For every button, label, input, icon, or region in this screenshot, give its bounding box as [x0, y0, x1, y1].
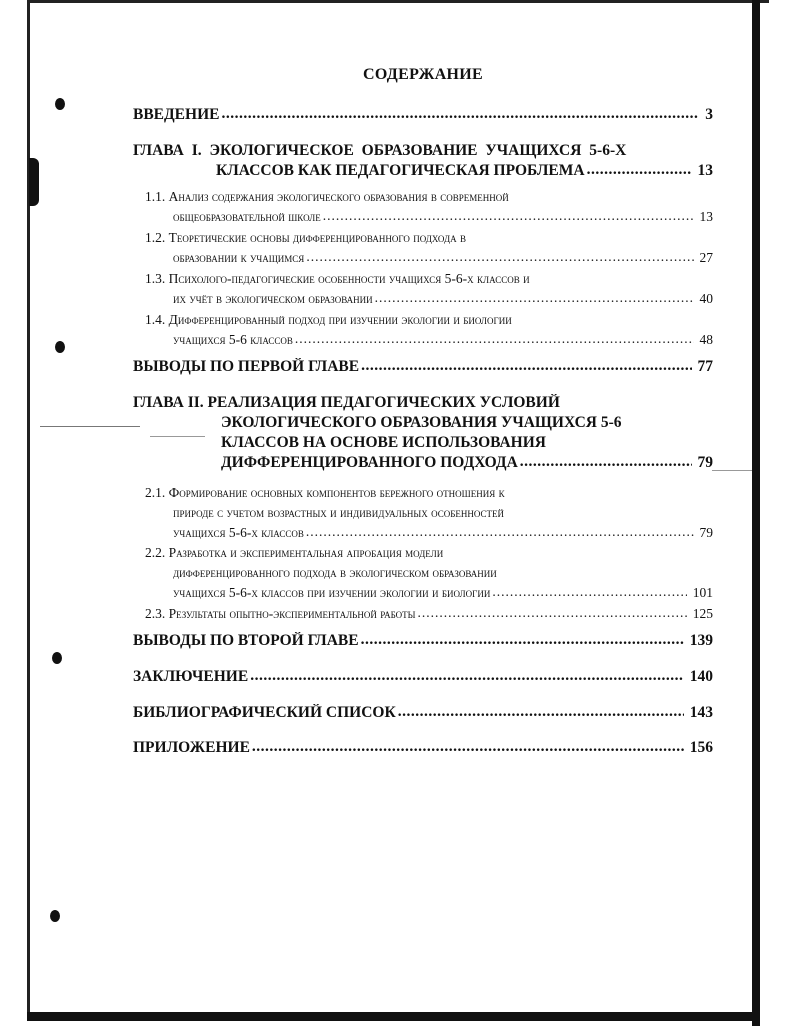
- toc-entry-appendix: ПРИЛОЖЕНИЕ ..... 156: [133, 739, 713, 757]
- page-number: 13: [697, 162, 713, 179]
- toc-entry-conclusions-2: ВЫВОДЫ ПО ВТОРОЙ ГЛАВЕ ..... 139: [133, 632, 713, 650]
- punch-hole: [52, 652, 62, 664]
- page-number: 40: [699, 291, 713, 306]
- toc-entry-section-2-1-cont: учащихся 5-6-х классов ..... 79: [173, 525, 713, 541]
- page-title: СОДЕРЖАНИЕ: [362, 66, 484, 83]
- page-number: 79: [697, 454, 713, 471]
- toc-entry-section-2-2-cont: дифференцированного подхода в экологическом образовании: [173, 565, 497, 580]
- page-number: 3: [705, 106, 713, 123]
- page-number: 48: [699, 332, 713, 347]
- toc-entry-conclusions-1: ВЫВОДЫ ПО ПЕРВОЙ ГЛАВЕ ..... 77: [133, 358, 713, 376]
- scan-speck: [40, 426, 140, 427]
- punch-hole: [55, 98, 65, 110]
- dot-leader: [520, 454, 692, 471]
- toc-entry-section-1-3-cont: их учёт в экологическом образовании ..... 40: [173, 291, 713, 307]
- toc-entry-bibliography: БИБЛИОГРАФИЧЕСКИЙ СПИСОК ..... 143: [133, 704, 713, 722]
- toc-entry-chapter-2: ГЛАВА II. РЕАЛИЗАЦИЯ ПЕДАГОГИЧЕСКИХ УСЛОВИЙ: [133, 394, 560, 411]
- toc-entry-chapter-2-cont: ДИФФЕРЕНЦИРОВАННОГО ПОДХОДА ..... 79: [221, 454, 713, 472]
- toc-entry-section-2-3: 2.3. Результаты опытно-экспериментальной работы ..... 125: [145, 606, 713, 622]
- scan-border-bottom: [27, 1012, 760, 1021]
- toc-entry-conclusion: ЗАКЛЮЧЕНИЕ ..... 140: [133, 668, 713, 686]
- binder-mark: [29, 158, 39, 206]
- dot-leader: [252, 739, 684, 756]
- dot-leader: [323, 209, 694, 224]
- toc-entry-section-2-2-cont: учащихся 5-6-х классов при изучении экологии и биологии ..... 101: [173, 585, 713, 601]
- toc-entry-section-1-3: 1.3. Психолого-педагогические особенности учащихся 5-6-х классов и: [145, 271, 530, 286]
- toc-entry-chapter-1: ГЛАВА I. ЭКОЛОГИЧЕСКОЕ ОБРАЗОВАНИЕ УЧАЩИХСЯ 5-6-Х: [133, 142, 627, 159]
- dot-leader: [361, 632, 684, 649]
- dot-leader: [306, 250, 693, 265]
- page-number: 13: [699, 209, 713, 224]
- toc-entry-intro: ВВЕДЕНИЕ ..... 3: [133, 106, 713, 124]
- toc-entry-section-1-4-cont: учащихся 5-6 классов ..... 48: [173, 332, 713, 348]
- toc-entry-chapter-2-cont: ЭКОЛОГИЧЕСКОГО ОБРАЗОВАНИЯ УЧАЩИХСЯ 5-6: [221, 414, 622, 431]
- dot-leader: [306, 525, 694, 540]
- toc-entry-section-1-4: 1.4. Дифференцированный подход при изучении экологии и биологии: [145, 312, 512, 327]
- dot-leader: [587, 162, 692, 179]
- page-number: 101: [692, 585, 713, 600]
- page-number: 156: [689, 739, 713, 756]
- scan-speck: [150, 436, 205, 437]
- dot-leader: [418, 606, 687, 621]
- scan-speck: [712, 470, 752, 471]
- toc-entry-section-1-2: 1.2. Теоретические основы дифференцированного подхода в: [145, 230, 466, 245]
- toc-entry-section-1-1-cont: общеобразовательной школе ..... 13: [173, 209, 713, 225]
- page-number: 139: [689, 632, 713, 649]
- toc-entry-chapter-2-cont: КЛАССОВ НА ОСНОВЕ ИСПОЛЬЗОВАНИЯ: [221, 434, 546, 451]
- dot-leader: [295, 332, 694, 347]
- scan-border-left: [27, 0, 30, 1012]
- toc-entry-section-1-2-cont: образовании к учащимся ..... 27: [173, 250, 713, 266]
- toc-entry-section-1-1: 1.1. Анализ содержания экологического образования в современной: [145, 189, 509, 204]
- dot-leader: [492, 585, 686, 600]
- toc-entry-section-2-1-cont: природе с учетом возрастных и индивидуальных особенностей: [173, 505, 504, 520]
- dot-leader: [221, 106, 699, 123]
- page-number: 140: [689, 668, 713, 685]
- page-number: 79: [699, 525, 713, 540]
- punch-hole: [55, 341, 65, 353]
- dot-leader: [250, 668, 684, 685]
- dot-leader: [361, 358, 691, 375]
- page-number: 77: [697, 358, 713, 375]
- page-number: 125: [692, 606, 713, 621]
- toc-entry-section-2-1: 2.1. Формирование основных компонентов бережного отношения к: [145, 485, 505, 500]
- dot-leader: [375, 291, 694, 306]
- dot-leader: [398, 704, 684, 721]
- page-number: 27: [699, 250, 713, 265]
- page-number: 143: [689, 704, 713, 721]
- punch-hole: [50, 910, 60, 922]
- scan-border-top: [29, 0, 769, 3]
- scan-border-right: [752, 0, 760, 1026]
- toc-entry-section-2-2: 2.2. Разработка и экспериментальная апробация модели: [145, 545, 444, 560]
- toc-entry-chapter-1-cont: КЛАССОВ КАК ПЕДАГОГИЧЕСКАЯ ПРОБЛЕМА ..... 13: [216, 162, 713, 180]
